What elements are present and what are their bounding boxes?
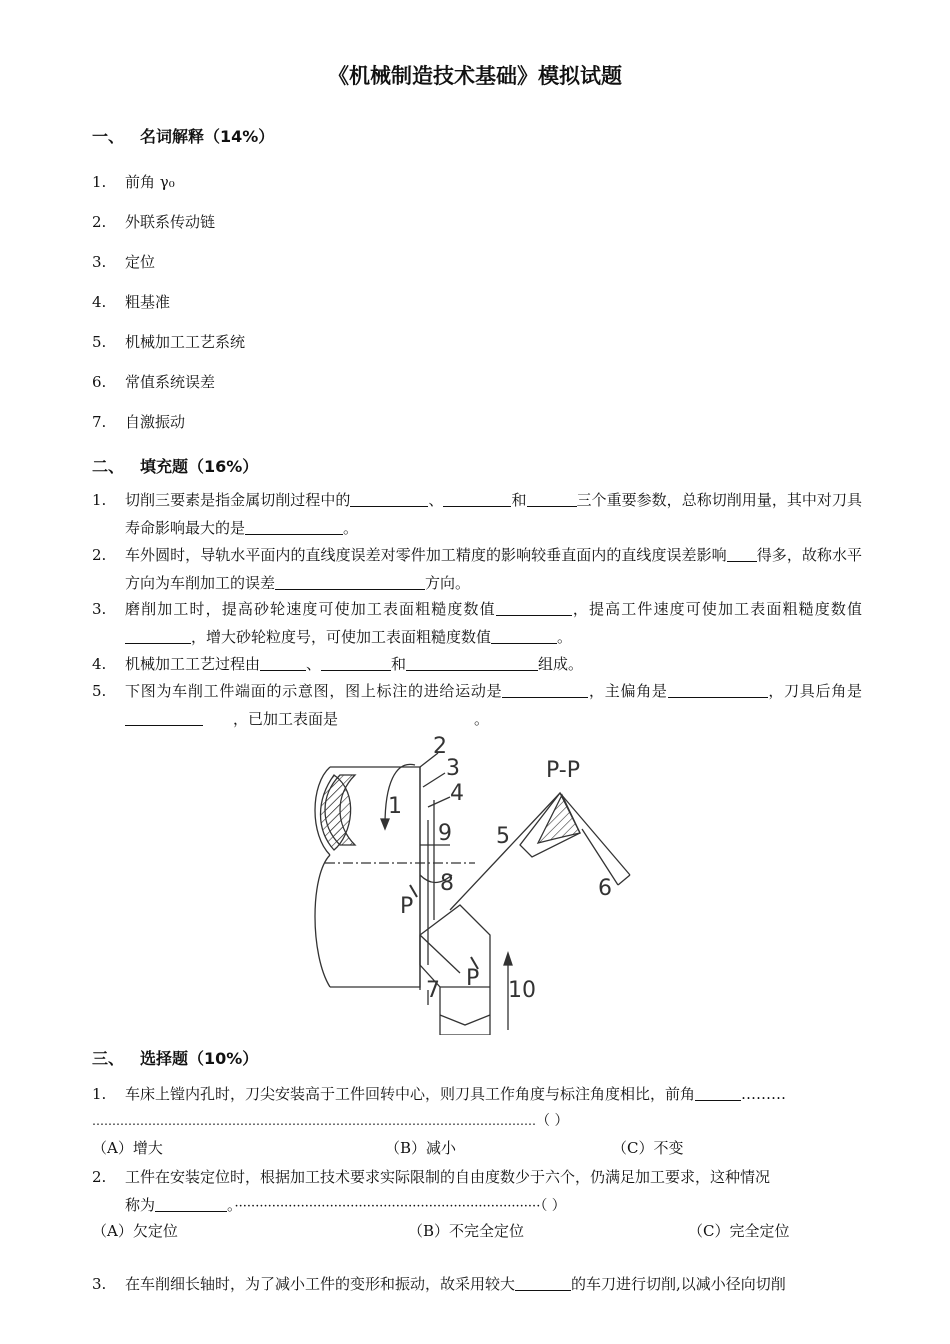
item-number: 5. [92,333,107,351]
figure-label: 7 [426,978,440,1003]
item-number: 2. [92,213,107,231]
turning-diagram [300,725,660,1035]
blank[interactable] [491,627,557,644]
question-text: 车外圆时，导轨水平面内的直线度误差对零件加工精度的影响较垂直面内的直线度误差影响 [125,546,727,564]
item-text: 外联系传动链 [125,213,216,231]
question-text: 机械加工工艺过程由 [125,655,261,673]
item-number: 1. [92,173,107,191]
option-c[interactable]: （C）完全定位 [688,1222,790,1240]
question [92,541,862,597]
question-text: 得多，故称水平方向为车削加工的误差 [125,546,862,592]
list-item [92,171,175,192]
blank[interactable] [443,490,511,507]
item-text: 常值系统误差 [125,373,216,391]
blank[interactable] [260,654,306,671]
question-number: 2. [92,1168,107,1186]
dots: ·········································································· [234,1199,541,1214]
item-number: 4. [92,293,107,311]
item-text: 粗基准 [125,293,171,311]
dots: ………………………………………………………………………………………………… [92,1114,536,1128]
question-number: 4. [92,655,107,673]
question-text: 。 [474,710,490,728]
list-item [92,291,170,312]
blank[interactable] [321,654,391,671]
section-title: 名词解释（14%） [140,127,275,146]
blank[interactable] [496,599,572,616]
question-number: 3. [92,1275,107,1293]
figure-label: 9 [438,821,452,846]
question-number: 2. [92,546,107,564]
question-text: 。 [343,519,359,537]
list-item [92,251,155,272]
item-text: 自激振动 [125,413,186,431]
option-b[interactable]: （B）减小 [385,1139,457,1157]
question-text: 称为 [125,1196,156,1214]
option-a[interactable]: （A）增大 [92,1139,163,1157]
figure-label: 5 [496,824,510,849]
figure-label: P [400,894,414,919]
question-line [125,1191,865,1221]
question [92,1163,862,1191]
question-text: 。 [227,1196,235,1214]
question-text: ，刀具后角是 [767,682,862,700]
list-item [92,211,215,232]
item-number: 6. [92,373,107,391]
option-a[interactable]: （A）欠定位 [92,1222,178,1240]
question-text: 工件在安装定位时，根据加工技术要求实际限制的自由度数少于六个，仍满足加工要求，这种情况 [125,1168,771,1186]
figure-label: 10 [508,978,536,1003]
exam-title: 《机械制造技术基础》模拟试题 [328,64,622,88]
blank[interactable] [350,490,428,507]
question [92,595,862,651]
blank[interactable] [695,1084,741,1101]
blank[interactable] [406,654,538,671]
section-heading [92,1046,258,1069]
blank[interactable] [275,573,425,590]
section-heading [92,454,258,477]
question-text: 切削三要素是指金属切削过程中的 [125,491,351,509]
list-item [92,331,245,352]
question-text: 在车削细长轴时，为了减小工件的变形和振动，故采用较大 [125,1275,516,1293]
question-text: 车床上镗内孔时，刀尖安装高于工件回转中心，则刀具工作角度与标注角度相比，前角 [125,1085,696,1103]
question-number: 5. [92,682,107,700]
figure-label: 2 [433,734,447,759]
blank[interactable] [668,681,768,698]
answer-paren: （ ） [540,1198,566,1214]
section-heading [92,124,274,147]
question-text: ，增大砂轮粒度号，可使加工表面粗糙度数值 [191,628,492,646]
question-number: 3. [92,600,107,618]
question [92,486,862,542]
figure-label: 1 [388,794,402,819]
leader-dots [92,1110,862,1130]
question-text: ，已加工表面是 [233,710,339,728]
question-text: 磨削加工时，提高砂轮速度可使加工表面粗糙度数值 [125,600,496,618]
figure-label: 3 [446,756,460,781]
question-text: 、 [428,491,444,509]
question-text: 。 [557,628,573,646]
blank[interactable] [125,709,203,726]
section-number: 三、 [92,1049,125,1068]
blank[interactable] [527,490,577,507]
question: 1. 车床上镗内孔时，刀尖安装高于工件回转中心，则刀具工作角度与标注角度相比，前角 ……… [92,1080,862,1108]
figure-label: 4 [450,781,464,806]
question-text: 和 [391,655,407,673]
blank[interactable] [125,627,191,644]
question-text: 下图为车削工件端面的示意图，图上标注的进给运动是 [125,682,503,700]
section-title: 填充题（16%） [140,457,259,476]
question-text: ，提高工件速度可使加工表面粗糙度数值 [571,600,862,618]
blank[interactable] [245,518,343,535]
blank[interactable] [515,1281,571,1291]
figure-label: P-P [546,758,580,783]
blank[interactable] [155,1195,227,1212]
figure-label: 6 [598,876,612,901]
blank[interactable] [502,681,588,698]
item-number: 3. [92,253,107,271]
section-number: 二、 [92,457,125,476]
figure-label: P [466,966,480,991]
question-text: ，主偏角是 [588,682,668,700]
blank[interactable] [727,545,757,562]
item-text: 前角 γ₀ [125,173,175,191]
figure-label: 8 [440,871,454,896]
question-text: 方向。 [425,574,471,592]
option-c[interactable]: （C）不变 [612,1139,684,1157]
cutting-tool [420,905,490,1035]
answer-paren: （ ） [536,1113,569,1129]
question-text: 、 [306,655,322,673]
question-text: 和 [511,491,527,509]
question-text: 三个重要参数，总称切削用量，其中对刀具寿命影响最大的是 [125,491,862,537]
question [92,650,862,678]
option-b[interactable]: （B）不完全定位 [408,1222,525,1240]
item-text: 机械加工工艺系统 [125,333,246,351]
item-number: 7. [92,413,107,431]
section-number: 一、 [92,127,125,146]
list-item [92,411,185,432]
question [92,1270,862,1298]
question-number: 1. [92,1085,107,1103]
question-text: 组成。 [538,655,584,673]
item-text: 定位 [125,253,156,271]
question-number: 1. [92,491,107,509]
list-item [92,371,215,392]
section-title: 选择题（10%） [140,1049,259,1068]
question-text: 的车刀进行切削,以减小径向切削 [571,1275,786,1293]
